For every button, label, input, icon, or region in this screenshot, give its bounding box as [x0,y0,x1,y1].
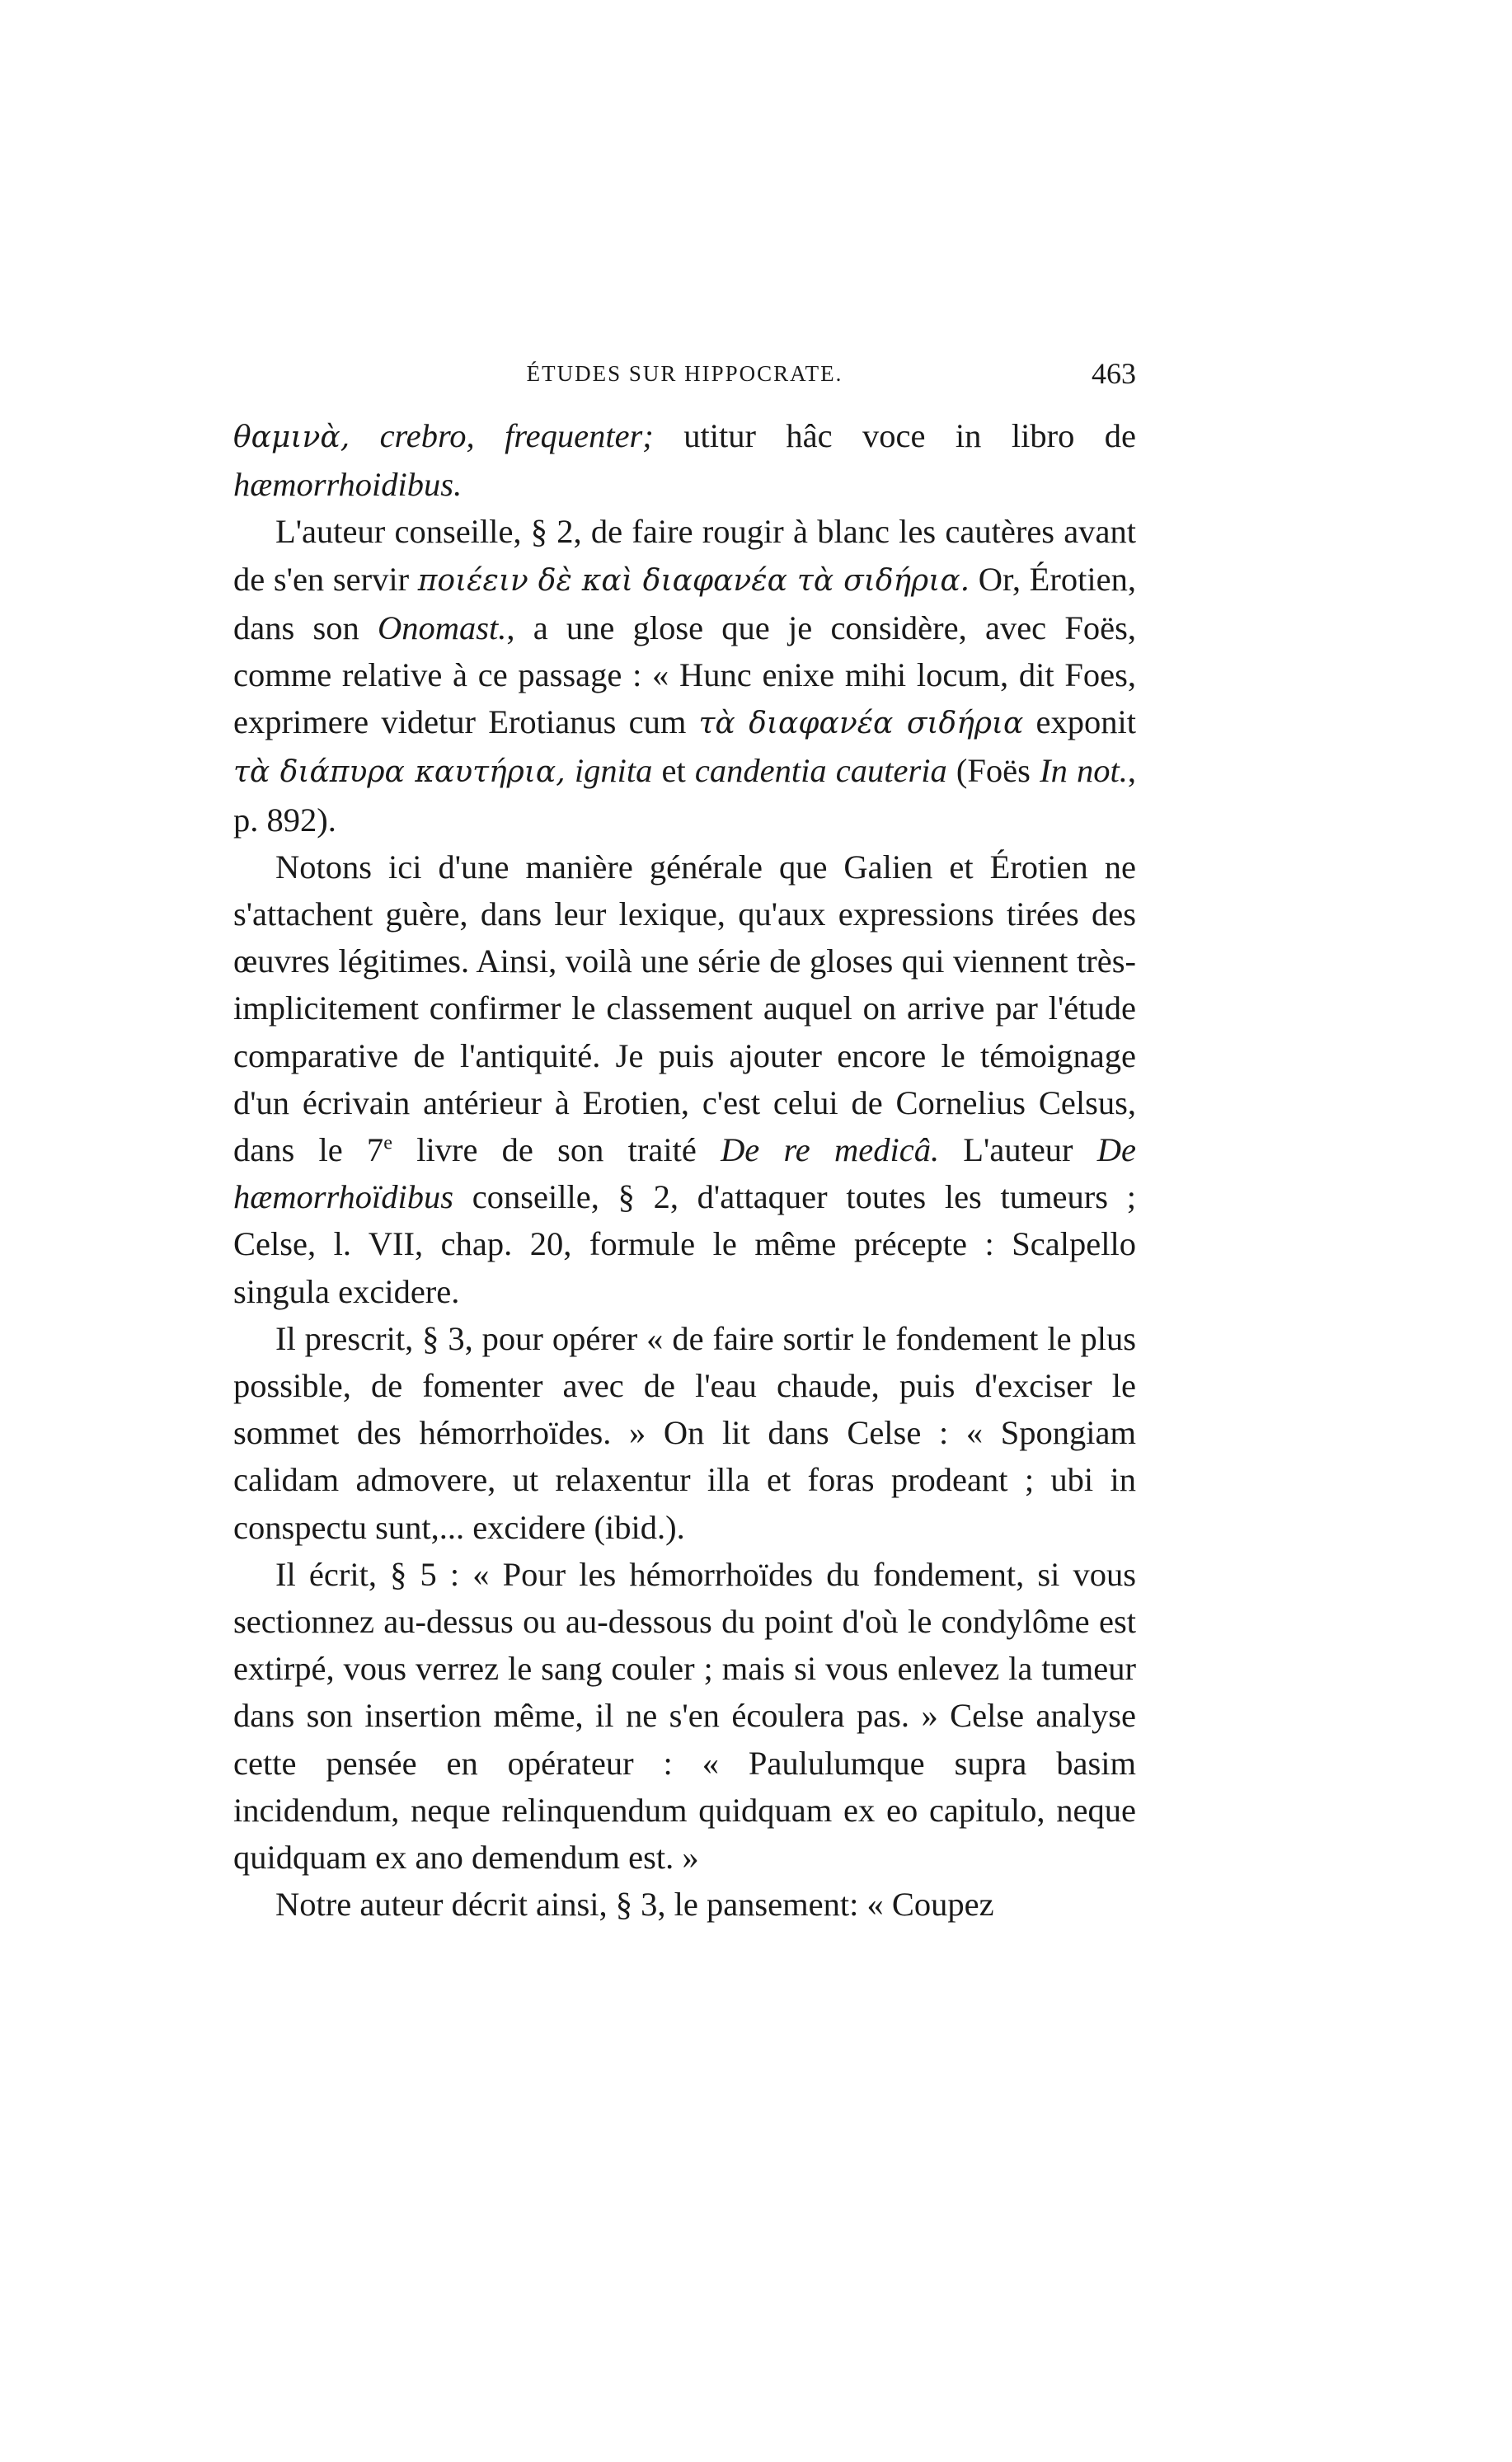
greek-term: θαμινὰ, [233,421,350,454]
text-run: Notons ici d'une manière générale que Galien et Érotien ne s'attachent guère, dans leur lexique, qu'aux expressions tirées des œuvres légitimes. Ainsi, voilà une série de gloses qui viennent très-implicitement confirmer le classement auquel on arrive par l'étude comparative de l'antiquité. Je puis ajouter encore le témoignage d'un écrivain antérieur à Erotien, c'est celui de Cornelius Celsus, dans le 7 [233,848,1136,1169]
text-run: Notre auteur décrit ainsi, § 3, le pansement: « Coupez [275,1886,994,1924]
text-run: livre de son traité [392,1131,721,1169]
text-run: (Foës [946,752,1040,790]
greek-quote: τὰ διάπυρα καυτήρια, [233,755,566,790]
paragraph-1 [233,412,1136,508]
text-run: et [652,752,695,790]
text-run: L'auteur [939,1131,1097,1169]
text-run: utitur hâc voce in libro de [653,417,1137,454]
running-head: ÉTUDES SUR HIPPOCRATE. [526,361,843,386]
italic-text: De re medicâ. [721,1131,940,1169]
text-run: exponit [1023,703,1137,741]
italic-text: ignita [574,752,653,790]
text-run: , p. 892). [233,752,1136,839]
text-run: , a une glose que je considère, avec Foës, comme relative à ce passage : « Hunc enixe mihi locum, dit Foes, exprimere videtur Erotianus cum [233,608,1137,741]
superscript: e [383,1131,392,1154]
italic-text: In not. [1040,752,1128,790]
text-run: conseille, § 2, d'attaquer toutes les tumeurs ; Celse, l. VII, chap. 20, formule le même précepte : Scalpello singula excidere. [233,1178,1136,1310]
paragraph-5 [233,1551,1136,1881]
page-number: 463 [1092,357,1136,390]
text-run: Or, Érotien, dans son [233,560,1136,646]
italic-text: Onomast. [377,608,507,646]
greek-quote: ποιέειν δὲ καὶ διαφανέα τὰ σιδήρια. [417,563,970,598]
body-text [233,412,1136,1929]
text-run: L'auteur conseille, § 2, de faire rougir à blanc les cautères avant de s'en servir [233,513,1136,598]
italic-text: De hæmorrhoïdibus [233,1131,1137,1216]
paragraph-4 [233,1315,1136,1551]
text-run [566,752,575,789]
paragraph-2 [233,508,1136,843]
greek-quote: τὰ διαφανέα σιδήρια [698,707,1024,741]
italic-text: hæmorrhoidibus. [233,466,463,504]
italic-text: crebro, frequenter; [379,417,654,454]
paragraph-6 [233,1881,1136,1928]
italic-text: candentia cauteria [694,752,947,790]
text-run: Il prescrit, § 3, pour opérer « de faire sortir le fondement le plus possible, de fomenter avec de l'eau chaude, puis d'exciser le sommet des hémorrhoïdes. » On lit dans Celse : « Spongiam calidam admovere, ut relaxentur illa et foras prodeant ; ubi in conspectu sunt,... excidere (ibid.). [233,1319,1136,1546]
paragraph-3 [233,843,1136,1315]
page-header [233,357,1136,402]
text-run: Il écrit, § 5 : « Pour les hémorrhoïdes du fondement, si vous sectionnez au-dessus ou au-dessous du point d'où le condylôme est extirpé, vous verrez le sang couler ; mais si vous enlevez la tumeur dans son insertion même, il ne s'en écoulera pas. » Celse analyse cette pensée en opérateur : « Paululumque supra basim incidendum, neque relinquendum quidquam ex eo capitulo, neque quidquam ex ano demendum est. » [233,1555,1136,1877]
